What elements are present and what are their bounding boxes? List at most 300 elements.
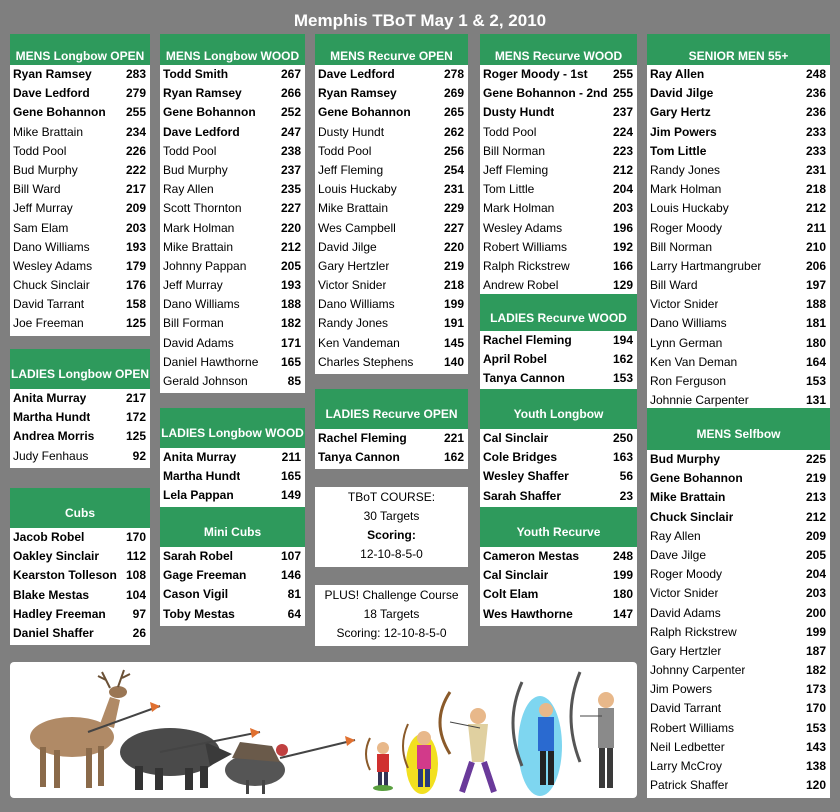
- archer-name: Cole Bridges: [483, 450, 558, 465]
- archer-score: 172: [125, 410, 146, 425]
- archer-name: Dano Williams: [163, 297, 240, 312]
- archer-score: 205: [805, 547, 826, 562]
- division-rows: [315, 65, 468, 372]
- archer-name: Johnny Pappan: [163, 258, 247, 273]
- table-row: [480, 547, 637, 566]
- archer-name: Johnny Carpenter: [650, 663, 746, 678]
- table-row: [315, 334, 468, 353]
- archer-name: Jacob Robel: [13, 530, 85, 544]
- archer-score: 143: [805, 739, 826, 754]
- archer-score: 56: [619, 469, 633, 484]
- archer-name: Scott Thornton: [163, 201, 242, 216]
- table-row: [480, 448, 637, 467]
- archer-score: 219: [805, 471, 826, 486]
- archer-name: Jim Powers: [650, 124, 717, 139]
- archer-name: Daniel Hawthorne: [163, 354, 259, 369]
- table-row: [480, 142, 637, 161]
- man-archer-icon: [440, 692, 494, 792]
- table-row: [10, 180, 150, 199]
- archer-name: Jeff Fleming: [483, 162, 549, 177]
- archer-score: 180: [612, 587, 633, 602]
- table-row: [647, 604, 830, 623]
- child-archer-icon: [366, 738, 393, 791]
- division-header: MENS Selfbow: [647, 408, 830, 450]
- archer-name: Sam Elam: [13, 220, 69, 235]
- archer-score: 153: [805, 374, 826, 388]
- archer-score: 182: [805, 663, 826, 678]
- archer-name: Bud Murphy: [650, 452, 720, 466]
- table-row: [647, 142, 830, 161]
- table-row: [647, 257, 830, 276]
- table-row: [10, 624, 150, 643]
- archer-score: 212: [805, 509, 826, 524]
- table-row: [480, 276, 637, 295]
- table-row: [647, 123, 830, 142]
- archer-score: 224: [612, 124, 633, 139]
- archer-score: 193: [280, 278, 301, 293]
- table-row: [647, 546, 830, 565]
- table-row: [315, 314, 468, 333]
- archer-name: Tom Little: [483, 182, 535, 197]
- archer-score: 236: [805, 86, 826, 101]
- table-row: [160, 295, 305, 314]
- archer-score: 153: [612, 371, 633, 386]
- table-row: [10, 605, 150, 624]
- archer-score: 223: [612, 143, 633, 158]
- archer-score: 125: [125, 316, 146, 331]
- table-row: [315, 180, 468, 199]
- archer-score: 254: [443, 162, 464, 177]
- course-heading: TBoT COURSE:: [347, 490, 436, 504]
- archer-name: Tanya Cannon: [318, 450, 400, 465]
- archer-name: David Tarrant: [650, 701, 722, 716]
- table-row: [647, 276, 830, 295]
- archer-name: Ryan Ramsey: [163, 86, 242, 101]
- archer-name: David Jilge: [650, 86, 714, 101]
- division-mens-longbow-wood: [160, 34, 305, 393]
- archer-score: 170: [805, 701, 826, 716]
- archer-name: Andrew Robel: [483, 278, 559, 293]
- archer-score: 209: [805, 528, 826, 543]
- archer-score: 200: [805, 605, 826, 620]
- table-row: [10, 408, 150, 427]
- division-header: MENS Recurve WOOD: [480, 34, 637, 65]
- table-row: [315, 142, 468, 161]
- division-header: SENIOR MEN 55+: [647, 34, 830, 65]
- table-row: [315, 219, 468, 238]
- table-row: [647, 469, 830, 488]
- table-row: [160, 585, 305, 604]
- table-row: [160, 372, 305, 391]
- archer-score: 203: [125, 220, 146, 235]
- archer-score: 269: [443, 86, 464, 101]
- archer-score: 176: [125, 278, 146, 293]
- archer-score: 211: [806, 220, 826, 235]
- division-mini-cubs: [160, 507, 305, 626]
- table-row: [10, 314, 150, 333]
- archer-score: 162: [443, 450, 464, 465]
- archer-name: Victor Snider: [318, 278, 387, 293]
- table-row: [10, 566, 150, 585]
- archer-score: 218: [443, 278, 464, 293]
- archer-score: 170: [125, 530, 146, 544]
- archer-name: Sarah Robel: [163, 549, 234, 563]
- table-row: [647, 314, 830, 333]
- table-row: [480, 65, 637, 84]
- archer-score: 218: [805, 182, 826, 197]
- archer-score: 120: [805, 778, 826, 793]
- table-row: [160, 334, 305, 353]
- archer-name: Toby Mestas: [163, 606, 235, 621]
- archer-name: Ryan Ramsey: [318, 86, 397, 101]
- archer-name: Ron Ferguson: [650, 374, 727, 388]
- adult-archer-icon: [571, 672, 614, 788]
- table-row: [10, 547, 150, 566]
- division-rows: [160, 547, 305, 624]
- course-targets: 30 Targets: [363, 509, 420, 523]
- table-row: [647, 65, 830, 84]
- table-row: [647, 161, 830, 180]
- archer-name: Cason Vigil: [163, 587, 229, 602]
- table-row: [480, 219, 637, 238]
- archer-score: 92: [132, 448, 146, 463]
- archer-name: Chuck Sinclair: [650, 509, 734, 524]
- table-row: [10, 161, 150, 180]
- archer-name: Bill Ward: [650, 278, 698, 293]
- archer-score: 238: [280, 143, 301, 158]
- archer-score: 205: [280, 258, 301, 273]
- archer-name: Cal Sinclair: [483, 431, 549, 445]
- archer-name: Blake Mestas: [13, 587, 90, 602]
- division-rows: [480, 547, 637, 624]
- archer-name: Dave Ledford: [318, 67, 395, 81]
- archer-name: Bill Ward: [13, 182, 61, 197]
- archery-clipart-scene: [10, 662, 637, 798]
- course-scoring: 12-10-8-5-0: [360, 547, 423, 561]
- archer-name: Louis Huckaby: [650, 201, 729, 216]
- table-row: [315, 276, 468, 295]
- archer-name: Bud Murphy: [13, 162, 78, 177]
- archer-score: 235: [280, 182, 301, 197]
- archer-score: 131: [805, 393, 826, 408]
- archer-score: 233: [805, 124, 826, 139]
- archer-score: 265: [443, 105, 464, 120]
- archer-name: April Robel: [483, 352, 548, 367]
- table-row: [10, 528, 150, 547]
- archer-score: 227: [443, 220, 464, 235]
- table-row: [647, 508, 830, 527]
- archer-name: Rachel Fleming: [483, 333, 572, 347]
- archer-name: Mark Holman: [483, 201, 555, 216]
- table-row: [10, 199, 150, 218]
- archer-score: 221: [443, 431, 464, 445]
- archer-name: Mike Brattain: [318, 201, 389, 216]
- archer-score: 164: [805, 354, 826, 369]
- table-row: [480, 350, 637, 369]
- archer-name: Tanya Cannon: [483, 371, 565, 386]
- archer-score: 146: [280, 568, 301, 583]
- archer-name: Gene Bohannon: [13, 105, 106, 120]
- archer-score: 217: [125, 182, 146, 197]
- archer-score: 278: [443, 67, 464, 81]
- table-row: [10, 389, 150, 408]
- archer-score: 107: [280, 549, 301, 563]
- archer-name: Gary Hertz: [650, 105, 711, 120]
- archer-name: Todd Smith: [163, 67, 229, 81]
- course-info-box: [315, 487, 468, 567]
- archer-name: Charles Stephens: [318, 354, 414, 369]
- archer-score: 227: [280, 201, 301, 216]
- archer-name: Colt Elam: [483, 587, 539, 602]
- table-row: [480, 180, 637, 199]
- division-header: LADIES Recurve WOOD: [480, 294, 637, 331]
- archer-name: Roger Moody: [650, 567, 723, 582]
- table-row: [480, 161, 637, 180]
- table-row: [315, 429, 468, 448]
- table-row: [647, 661, 830, 680]
- division-ladies-longbow-open: [10, 349, 150, 468]
- archer-name: Gene Bohannon - 2nd: [483, 86, 608, 101]
- table-row: [160, 238, 305, 257]
- archer-name: Todd Pool: [13, 143, 67, 158]
- table-row: [315, 199, 468, 218]
- table-row: [647, 295, 830, 314]
- table-row: [160, 467, 305, 486]
- table-row: [10, 295, 150, 314]
- table-row: [315, 238, 468, 257]
- division-header: Youth Longbow: [480, 389, 637, 429]
- archer-score: 180: [805, 335, 826, 350]
- table-row: [480, 566, 637, 585]
- archer-score: 85: [287, 374, 301, 388]
- archer-score: 187: [805, 643, 826, 658]
- table-row: [647, 565, 830, 584]
- archer-name: Jeff Murray: [163, 278, 223, 293]
- archer-name: Gerald Johnson: [163, 374, 248, 388]
- table-row: [647, 680, 830, 699]
- table-row: [647, 488, 830, 507]
- table-row: [647, 103, 830, 122]
- archer-score: 229: [443, 201, 464, 216]
- archer-name: Louis Huckaby: [318, 182, 397, 197]
- challenge-heading: PLUS! Challenge Course: [324, 588, 459, 602]
- table-row: [315, 103, 468, 122]
- archer-name: Lela Pappan: [163, 488, 234, 503]
- archer-name: Wesley Adams: [483, 220, 563, 235]
- archer-score: 138: [805, 759, 826, 773]
- archer-name: Lynn German: [650, 335, 723, 350]
- archer-score: 226: [125, 143, 146, 158]
- archer-name: Larry Hartmangruber: [650, 258, 762, 273]
- archer-name: Anita Murray: [13, 391, 87, 405]
- archer-name: Gene Bohannon: [650, 471, 743, 486]
- archer-score: 283: [125, 67, 146, 81]
- table-row: [160, 161, 305, 180]
- archer-name: Dusty Hundt: [483, 105, 555, 120]
- turkey-target-icon: [225, 742, 288, 794]
- table-row: [10, 447, 150, 466]
- archer-score: 158: [125, 297, 146, 312]
- boar-target-icon: [120, 728, 232, 790]
- division-mens-longbow-open: [10, 34, 150, 336]
- archer-score: 237: [612, 105, 633, 120]
- archer-name: Chuck Sinclair: [13, 278, 90, 293]
- archer-name: Judy Fenhaus: [13, 448, 89, 463]
- archer-name: Randy Jones: [650, 162, 721, 177]
- table-row: [647, 738, 830, 757]
- division-header: Cubs: [10, 488, 150, 528]
- archer-name: Cal Sinclair: [483, 568, 549, 583]
- division-rows: [480, 331, 637, 389]
- archer-name: Victor Snider: [650, 586, 719, 601]
- table-row: [10, 238, 150, 257]
- archer-score: 163: [612, 450, 633, 465]
- division-rows: [480, 429, 637, 506]
- archer-score: 112: [126, 549, 146, 564]
- division-ladies-longbow-wood: [160, 408, 305, 508]
- table-row: [480, 467, 637, 486]
- archer-score: 233: [805, 143, 826, 158]
- archer-score: 219: [443, 258, 464, 273]
- archer-score: 182: [280, 316, 301, 331]
- archer-name: David Tarrant: [13, 297, 85, 312]
- archer-name: Hadley Freeman: [13, 606, 106, 621]
- archer-score: 162: [612, 352, 633, 367]
- table-row: [647, 199, 830, 218]
- archer-name: Ray Allen: [163, 182, 214, 197]
- archer-score: 255: [125, 105, 146, 120]
- table-row: [647, 699, 830, 718]
- archer-score: 199: [612, 568, 633, 583]
- archer-score: 220: [280, 220, 301, 235]
- division-header: Youth Recurve: [480, 507, 637, 547]
- page-title: Memphis TBoT May 1 & 2, 2010: [293, 11, 547, 30]
- archer-name: Jim Powers: [650, 682, 713, 697]
- archer-score: 255: [612, 67, 633, 81]
- table-row: [160, 314, 305, 333]
- archer-name: Victor Snider: [650, 297, 719, 312]
- archer-score: 222: [125, 162, 146, 177]
- archer-name: Gene Bohannon: [318, 105, 411, 120]
- table-row: [160, 547, 305, 566]
- table-row: [10, 142, 150, 161]
- archer-name: Joe Freeman: [13, 316, 84, 331]
- archer-score: 252: [280, 105, 301, 120]
- table-row: [480, 487, 637, 506]
- table-row: [480, 84, 637, 103]
- archer-score: 23: [619, 488, 633, 503]
- archer-score: 250: [612, 431, 633, 445]
- archer-name: Todd Pool: [483, 124, 537, 139]
- table-row: [647, 584, 830, 603]
- archer-score: 247: [280, 124, 301, 139]
- archer-score: 262: [443, 124, 464, 139]
- table-row: [647, 642, 830, 661]
- division-header: MENS Recurve OPEN: [315, 34, 468, 65]
- table-row: [10, 123, 150, 142]
- archer-name: Randy Jones: [318, 316, 389, 331]
- table-row: [480, 123, 637, 142]
- archer-score: 149: [280, 488, 301, 503]
- table-row: [160, 448, 305, 467]
- archer-name: Dano Williams: [650, 316, 727, 331]
- archer-score: 188: [805, 297, 826, 312]
- archer-score: 166: [612, 258, 633, 273]
- archer-name: Todd Pool: [318, 143, 372, 158]
- archer-name: Todd Pool: [163, 143, 217, 158]
- archer-name: Bill Norman: [650, 239, 713, 254]
- archer-name: Jeff Fleming: [318, 162, 384, 177]
- division-senior-men: [647, 34, 830, 413]
- table-row: [10, 257, 150, 276]
- archer-name: Robert Williams: [483, 239, 568, 254]
- archer-score: 171: [280, 335, 301, 350]
- division-rows: [647, 65, 830, 410]
- table-row: [647, 180, 830, 199]
- archer-name: Dusty Hundt: [318, 124, 385, 139]
- archer-score: 147: [612, 606, 633, 621]
- table-row: [10, 103, 150, 122]
- archer-name: Bill Forman: [163, 316, 224, 331]
- division-ladies-recurve-wood: [480, 294, 637, 391]
- archer-score: 211: [281, 450, 301, 464]
- archer-name: Andrea Morris: [13, 429, 95, 444]
- archer-name: Roger Moody - 1st: [483, 67, 588, 81]
- archer-name: Ryan Ramsey: [13, 67, 92, 81]
- table-row: [647, 450, 830, 469]
- division-rows: [160, 65, 305, 391]
- archer-score: 108: [125, 568, 146, 583]
- archer-score: 104: [125, 587, 146, 602]
- table-row: [160, 276, 305, 295]
- archer-score: 225: [805, 452, 826, 466]
- archer-score: 140: [443, 354, 464, 369]
- archer-score: 209: [125, 201, 146, 216]
- table-row: [315, 257, 468, 276]
- archer-score: 173: [805, 682, 826, 697]
- table-row: [315, 295, 468, 314]
- archer-name: Roger Moody: [650, 220, 723, 235]
- archer-score: 97: [132, 606, 146, 621]
- division-header: LADIES Longbow OPEN: [10, 349, 150, 389]
- table-row: [647, 84, 830, 103]
- archer-name: Ray Allen: [650, 67, 705, 81]
- archer-score: 165: [280, 469, 301, 484]
- archer-score: 204: [612, 182, 633, 197]
- table-row: [480, 429, 637, 448]
- archer-name: Jeff Murray: [13, 201, 73, 216]
- division-rows: [160, 448, 305, 506]
- archer-name: Ralph Rickstrew: [483, 258, 570, 273]
- archer-name: Johnnie Carpenter: [650, 393, 749, 408]
- archer-score: 220: [443, 239, 464, 254]
- archer-score: 206: [805, 258, 826, 273]
- archer-score: 255: [612, 86, 633, 101]
- archer-score: 145: [443, 335, 464, 350]
- table-row: [647, 623, 830, 642]
- table-row: [647, 353, 830, 372]
- archer-name: Mike Brattain: [163, 239, 234, 254]
- archer-score: 248: [805, 67, 826, 81]
- archer-name: Robert Williams: [650, 720, 735, 735]
- archer-name: Wes Campbell: [318, 220, 396, 235]
- division-mens-recurve-open: [315, 34, 468, 374]
- archery-illustration: [10, 662, 637, 798]
- archer-name: Ralph Rickstrew: [650, 624, 737, 639]
- division-rows: [10, 65, 150, 334]
- archer-score: 213: [805, 490, 826, 505]
- division-youth-longbow: [480, 389, 637, 508]
